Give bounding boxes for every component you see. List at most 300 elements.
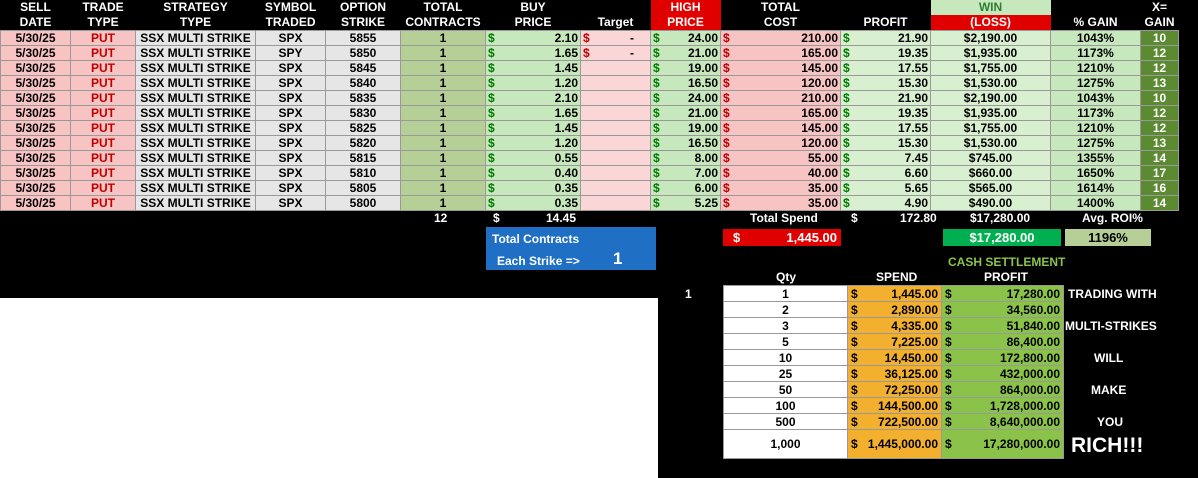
cell-win[interactable]	[931, 121, 1051, 136]
trade-row	[1, 31, 1179, 46]
cell-win[interactable]	[931, 151, 1051, 166]
currency-symbol: $	[653, 75, 660, 90]
currency-symbol: $	[653, 120, 660, 135]
cell-symbol[interactable]	[256, 166, 326, 181]
cash-spend[interactable]	[848, 350, 942, 366]
option-strike: 5820	[349, 135, 377, 150]
cell-buy-price[interactable]	[486, 136, 581, 151]
cell-pct-gain[interactable]	[1051, 31, 1141, 46]
currency-symbol: $	[653, 105, 660, 120]
cell-strategy[interactable]	[136, 136, 256, 151]
total-cost: 210.00	[801, 30, 838, 45]
cell-symbol[interactable]	[256, 151, 326, 166]
high-price: 21.00	[687, 105, 718, 120]
symbol: SPX	[278, 90, 303, 105]
cell-profit[interactable]	[841, 61, 931, 76]
cell-sell-date[interactable]	[1, 106, 71, 121]
contracts: 1	[439, 60, 447, 75]
cell-contracts[interactable]	[401, 61, 486, 76]
pct-gain: 1614%	[1076, 180, 1115, 195]
total-cost: 120.00	[801, 75, 838, 90]
cell-profit[interactable]	[841, 136, 931, 151]
cash-qty[interactable]	[724, 286, 848, 302]
cell-contracts[interactable]	[401, 106, 486, 121]
cell-total-cost[interactable]	[721, 91, 841, 106]
cell-strike[interactable]	[326, 46, 401, 61]
cell-trade-type[interactable]	[71, 151, 136, 166]
total-cost: 165.00	[801, 105, 838, 120]
cell-pct-gain[interactable]	[1051, 91, 1141, 106]
pct-gain: 1210%	[1076, 120, 1115, 135]
cell-strategy[interactable]	[136, 151, 256, 166]
cash-qty[interactable]	[724, 302, 848, 318]
cell-high-price[interactable]	[651, 181, 721, 196]
cell-total-cost[interactable]	[721, 106, 841, 121]
symbol: SPY	[278, 45, 303, 60]
cell-contracts[interactable]	[401, 136, 486, 151]
buy-price: 0.35	[554, 180, 578, 195]
contracts: 1	[439, 120, 447, 135]
currency-symbol: $	[843, 120, 850, 135]
cell-pct-gain[interactable]	[1051, 46, 1141, 61]
cell-sell-date[interactable]	[1, 151, 71, 166]
cell-target[interactable]	[581, 121, 651, 136]
cell-contracts[interactable]	[401, 181, 486, 196]
cash-profit[interactable]	[942, 350, 1064, 366]
cash-spend[interactable]	[848, 430, 942, 459]
cell-total-cost[interactable]	[721, 121, 841, 136]
total-spend-label: Total Spend	[750, 211, 818, 225]
profit: 6.60	[904, 165, 928, 180]
cash-spend-value: 1,445,000.00	[867, 437, 938, 451]
cell-pct-gain[interactable]	[1051, 151, 1141, 166]
trade-row	[1, 136, 1179, 151]
cell-win[interactable]	[931, 196, 1051, 211]
cell-x-gain[interactable]	[1141, 31, 1179, 46]
cash-qty[interactable]	[724, 398, 848, 414]
contracts: 1	[439, 90, 447, 105]
cash-qty[interactable]	[724, 414, 848, 430]
cash-profit[interactable]	[942, 334, 1064, 350]
cell-profit[interactable]	[841, 91, 931, 106]
buy-total-value: 14.45	[546, 211, 577, 225]
cell-x-gain[interactable]	[1141, 46, 1179, 61]
pct-gain: 1650%	[1076, 165, 1115, 180]
cash-profit[interactable]	[942, 318, 1064, 334]
cell-pct-gain[interactable]	[1051, 61, 1141, 76]
cell-total-cost[interactable]	[721, 166, 841, 181]
cell-buy-price[interactable]	[486, 106, 581, 121]
cell-strike[interactable]	[326, 196, 401, 211]
currency-symbol: $	[723, 75, 730, 90]
cell-strategy[interactable]	[136, 196, 256, 211]
cell-trade-type[interactable]	[71, 76, 136, 91]
currency-symbol: $	[723, 60, 730, 75]
cell-sell-date[interactable]	[1, 166, 71, 181]
buy-price: 1.45	[554, 60, 578, 75]
cash-spend[interactable]	[848, 302, 942, 318]
cell-sell-date[interactable]	[1, 61, 71, 76]
cell-symbol[interactable]	[256, 46, 326, 61]
cell-trade-type[interactable]	[71, 31, 136, 46]
cell-high-price[interactable]	[651, 61, 721, 76]
hdr-sell-date-2: DATE	[1, 15, 71, 31]
x-gain: 12	[1152, 45, 1167, 60]
contracts-box	[486, 227, 656, 270]
cell-total-cost[interactable]	[721, 46, 841, 61]
cell-profit[interactable]	[841, 106, 931, 121]
cell-trade-type[interactable]	[71, 136, 136, 151]
currency-symbol: $	[843, 195, 850, 210]
sell-date: 5/30/25	[15, 195, 56, 210]
x-gain: 16	[1152, 180, 1167, 195]
cell-sell-date[interactable]	[1, 46, 71, 61]
cell-x-gain[interactable]	[1141, 91, 1179, 106]
cell-high-price[interactable]	[651, 46, 721, 61]
each-strike-value[interactable]: 1	[613, 249, 623, 268]
cash-row	[724, 334, 1064, 350]
cash-profit[interactable]	[942, 382, 1064, 398]
cell-pct-gain[interactable]	[1051, 76, 1141, 91]
cell-target[interactable]	[581, 31, 651, 46]
cell-target[interactable]	[581, 151, 651, 166]
cell-strategy[interactable]	[136, 166, 256, 181]
cell-symbol[interactable]	[256, 121, 326, 136]
header-row-2	[1, 15, 1179, 31]
cash-profit[interactable]	[942, 430, 1064, 459]
cell-contracts[interactable]	[401, 166, 486, 181]
cell-buy-price[interactable]	[486, 76, 581, 91]
cell-high-price[interactable]	[651, 166, 721, 181]
cell-buy-price[interactable]	[486, 181, 581, 196]
cash-profit[interactable]	[942, 414, 1064, 430]
currency-symbol: $	[723, 135, 730, 150]
avg-roi-label: Avg. ROI%	[1082, 211, 1143, 225]
cell-buy-price[interactable]	[486, 166, 581, 181]
cash-spend[interactable]	[848, 334, 942, 350]
strategy-type: SSX MULTI STRIKE	[140, 30, 251, 45]
cell-symbol[interactable]	[256, 106, 326, 121]
cell-x-gain[interactable]	[1141, 106, 1179, 121]
cash-qty[interactable]	[724, 430, 848, 459]
cell-x-gain[interactable]	[1141, 136, 1179, 151]
hdr-high-price: HIGH	[651, 0, 721, 15]
cell-target[interactable]	[581, 61, 651, 76]
option-strike: 5835	[349, 90, 377, 105]
cash-qty-value: 10	[778, 350, 793, 365]
strategy-type: SSX MULTI STRIKE	[140, 195, 251, 210]
trade-table	[0, 0, 1179, 211]
cell-sell-date[interactable]	[1, 76, 71, 91]
currency-symbol: $	[945, 437, 952, 451]
hdr-high-price-2: PRICE	[651, 15, 721, 31]
cell-win[interactable]	[931, 76, 1051, 91]
profit: 7.45	[904, 150, 928, 165]
cell-win[interactable]	[931, 31, 1051, 46]
cell-strategy[interactable]	[136, 91, 256, 106]
hdr-x-gain: X=	[1141, 0, 1179, 15]
hdr-win: WIN	[931, 0, 1051, 15]
slogan-line-4: MAKE	[1091, 383, 1127, 397]
cash-qty[interactable]	[724, 366, 848, 382]
cell-win[interactable]	[931, 46, 1051, 61]
cell-high-price[interactable]	[651, 91, 721, 106]
cash-row	[724, 350, 1064, 366]
cell-buy-price[interactable]	[486, 196, 581, 211]
option-strike: 5800	[349, 195, 377, 210]
cell-profit[interactable]	[841, 181, 931, 196]
cell-pct-gain[interactable]	[1051, 181, 1141, 196]
cell-strategy[interactable]	[136, 121, 256, 136]
pct-gain: 1043%	[1076, 30, 1115, 45]
cell-high-price[interactable]	[651, 121, 721, 136]
cell-total-cost[interactable]	[721, 196, 841, 211]
cell-target[interactable]	[581, 91, 651, 106]
cell-win[interactable]	[931, 136, 1051, 151]
cell-buy-price[interactable]	[486, 91, 581, 106]
currency-symbol: $	[843, 150, 850, 165]
cell-contracts[interactable]	[401, 151, 486, 166]
cell-x-gain[interactable]	[1141, 181, 1179, 196]
cell-profit[interactable]	[841, 46, 931, 61]
cash-qty[interactable]	[724, 350, 848, 366]
cell-target[interactable]	[581, 76, 651, 91]
cell-buy-price[interactable]	[486, 31, 581, 46]
cell-strike[interactable]	[326, 76, 401, 91]
total-cost: 165.00	[801, 45, 838, 60]
cell-sell-date[interactable]	[1, 91, 71, 106]
cell-strike[interactable]	[326, 166, 401, 181]
cell-profit[interactable]	[841, 121, 931, 136]
currency-symbol: $	[945, 318, 952, 333]
cell-strategy[interactable]	[136, 61, 256, 76]
cell-total-cost[interactable]	[721, 31, 841, 46]
cell-pct-gain[interactable]	[1051, 166, 1141, 181]
buy-price: 1.20	[554, 135, 578, 150]
cell-sell-date[interactable]	[1, 136, 71, 151]
cell-win[interactable]	[931, 61, 1051, 76]
cell-win[interactable]	[931, 91, 1051, 106]
currency-symbol: $	[653, 60, 660, 75]
cell-contracts[interactable]	[401, 31, 486, 46]
hdr-trade-type-2: TYPE	[71, 15, 136, 31]
cell-strike[interactable]	[326, 181, 401, 196]
cash-spend-value: 722,500.00	[877, 414, 938, 429]
cell-profit[interactable]	[841, 151, 931, 166]
cell-high-price[interactable]	[651, 76, 721, 91]
cell-x-gain[interactable]	[1141, 166, 1179, 181]
cell-strategy[interactable]	[136, 76, 256, 91]
cell-target[interactable]	[581, 196, 651, 211]
currency-symbol: $	[723, 150, 730, 165]
hdr-total-contracts: TOTAL	[401, 0, 486, 15]
cell-x-gain[interactable]	[1141, 151, 1179, 166]
contracts: 1	[439, 45, 447, 60]
strategy-type: SSX MULTI STRIKE	[140, 45, 251, 60]
cell-trade-type[interactable]	[71, 181, 136, 196]
cell-symbol[interactable]	[256, 196, 326, 211]
cash-row	[724, 366, 1064, 382]
cell-trade-type[interactable]	[71, 106, 136, 121]
cash-profit[interactable]	[942, 286, 1064, 302]
option-strike: 5815	[349, 150, 377, 165]
cash-spend[interactable]	[848, 286, 942, 302]
cell-strike[interactable]	[326, 136, 401, 151]
cash-qty[interactable]	[724, 318, 848, 334]
cell-trade-type[interactable]	[71, 196, 136, 211]
total-spend-box	[723, 229, 841, 246]
profit: 21.90	[897, 30, 928, 45]
cell-win[interactable]	[931, 181, 1051, 196]
cell-total-cost[interactable]	[721, 181, 841, 196]
hdr-pct-gain-2: % GAIN	[1051, 15, 1141, 31]
hdr-target-2: Target	[581, 15, 651, 31]
cell-contracts[interactable]	[401, 46, 486, 61]
hdr-loss: (LOSS)	[931, 15, 1051, 31]
cell-x-gain[interactable]	[1141, 76, 1179, 91]
cash-profit[interactable]	[942, 366, 1064, 382]
currency-symbol: $	[843, 180, 850, 195]
cell-high-price[interactable]	[651, 136, 721, 151]
currency-symbol: $	[843, 105, 850, 120]
cell-profit[interactable]	[841, 76, 931, 91]
total-cost: 35.00	[807, 195, 838, 210]
cash-profit[interactable]	[942, 398, 1064, 414]
x-gain: 12	[1152, 60, 1167, 75]
buy-price: 1.65	[554, 45, 578, 60]
cell-pct-gain[interactable]	[1051, 106, 1141, 121]
cell-sell-date[interactable]	[1, 196, 71, 211]
cell-profit[interactable]	[841, 31, 931, 46]
symbol: SPX	[278, 60, 303, 75]
hdr-option-strike-2: STRIKE	[326, 15, 401, 31]
cell-target[interactable]	[581, 166, 651, 181]
cell-trade-type[interactable]	[71, 166, 136, 181]
cell-symbol[interactable]	[256, 136, 326, 151]
cell-trade-type[interactable]	[71, 61, 136, 76]
cell-symbol[interactable]	[256, 31, 326, 46]
cell-sell-date[interactable]	[1, 181, 71, 196]
cash-profit[interactable]	[942, 302, 1064, 318]
cash-spend[interactable]	[848, 318, 942, 334]
cell-symbol[interactable]	[256, 61, 326, 76]
currency-symbol: $	[488, 105, 495, 120]
cell-win[interactable]	[931, 166, 1051, 181]
cell-total-cost[interactable]	[721, 76, 841, 91]
cell-trade-type[interactable]	[71, 91, 136, 106]
strategy-type: SSX MULTI STRIKE	[140, 165, 251, 180]
cell-strategy[interactable]	[136, 181, 256, 196]
cell-buy-price[interactable]	[486, 121, 581, 136]
currency-symbol: $	[851, 414, 858, 429]
cell-high-price[interactable]	[651, 151, 721, 166]
cash-spend[interactable]	[848, 382, 942, 398]
cash-qty[interactable]	[724, 334, 848, 350]
cell-contracts[interactable]	[401, 76, 486, 91]
cash-spend[interactable]	[848, 366, 942, 382]
cell-contracts[interactable]	[401, 91, 486, 106]
cell-trade-type[interactable]	[71, 121, 136, 136]
cell-symbol[interactable]	[256, 76, 326, 91]
cell-strike[interactable]	[326, 31, 401, 46]
cell-target[interactable]	[581, 46, 651, 61]
cell-profit[interactable]	[841, 196, 931, 211]
cell-strike[interactable]	[326, 151, 401, 166]
cell-strike[interactable]	[326, 106, 401, 121]
trade-type: PUT	[91, 105, 115, 120]
cell-strike[interactable]	[326, 91, 401, 106]
cell-win[interactable]	[931, 106, 1051, 121]
cell-contracts[interactable]	[401, 121, 486, 136]
currency-symbol: $	[945, 382, 952, 397]
buy-price: 1.45	[554, 120, 578, 135]
cash-spend-value: 14,450.00	[884, 350, 938, 365]
cell-trade-type[interactable]	[71, 46, 136, 61]
cash-qty-value: 100	[775, 398, 796, 413]
pct-gain: 1173%	[1077, 105, 1114, 120]
cell-strategy[interactable]	[136, 46, 256, 61]
cell-target[interactable]	[581, 106, 651, 121]
cell-symbol[interactable]	[256, 181, 326, 196]
cell-sell-date[interactable]	[1, 31, 71, 46]
cell-strategy[interactable]	[136, 31, 256, 46]
cell-x-gain[interactable]	[1141, 61, 1179, 76]
cash-spend-value: 4,335.00	[891, 318, 938, 333]
cell-x-gain[interactable]	[1141, 121, 1179, 136]
cell-target[interactable]	[581, 136, 651, 151]
profit: 4.90	[904, 195, 928, 210]
cell-total-cost[interactable]	[721, 151, 841, 166]
symbol: SPX	[278, 75, 303, 90]
cash-spend[interactable]	[848, 398, 942, 414]
pct-gain: 1355%	[1076, 150, 1115, 165]
cell-x-gain[interactable]	[1141, 196, 1179, 211]
cell-target[interactable]	[581, 181, 651, 196]
cell-total-cost[interactable]	[721, 61, 841, 76]
cell-high-price[interactable]	[651, 196, 721, 211]
sell-date: 5/30/25	[15, 105, 56, 120]
cell-contracts[interactable]	[401, 196, 486, 211]
contracts: 1	[439, 75, 447, 90]
cell-total-cost[interactable]	[721, 136, 841, 151]
cell-symbol[interactable]	[256, 91, 326, 106]
buy-price: 1.20	[554, 75, 578, 90]
cell-buy-price[interactable]	[486, 61, 581, 76]
cell-pct-gain[interactable]	[1051, 121, 1141, 136]
cell-high-price[interactable]	[651, 106, 721, 121]
cell-buy-price[interactable]	[486, 151, 581, 166]
currency-symbol: $	[488, 45, 495, 60]
cell-high-price[interactable]	[651, 31, 721, 46]
strategy-type: SSX MULTI STRIKE	[140, 105, 251, 120]
trade-row	[1, 46, 1179, 61]
cell-profit[interactable]	[841, 166, 931, 181]
cell-buy-price[interactable]	[486, 46, 581, 61]
currency-symbol: $	[851, 302, 858, 317]
cash-row	[724, 286, 1064, 302]
cell-sell-date[interactable]	[1, 121, 71, 136]
cell-strategy[interactable]	[136, 106, 256, 121]
cash-spend[interactable]	[848, 414, 942, 430]
cell-strike[interactable]	[326, 121, 401, 136]
cell-strike[interactable]	[326, 61, 401, 76]
cell-pct-gain[interactable]	[1051, 136, 1141, 151]
cell-pct-gain[interactable]	[1051, 196, 1141, 211]
cash-spend-value: 144,500.00	[877, 398, 938, 413]
cash-qty[interactable]	[724, 382, 848, 398]
win-total-value: $17,280.00	[970, 211, 1031, 225]
total-contracts-sum: 12	[434, 211, 448, 225]
